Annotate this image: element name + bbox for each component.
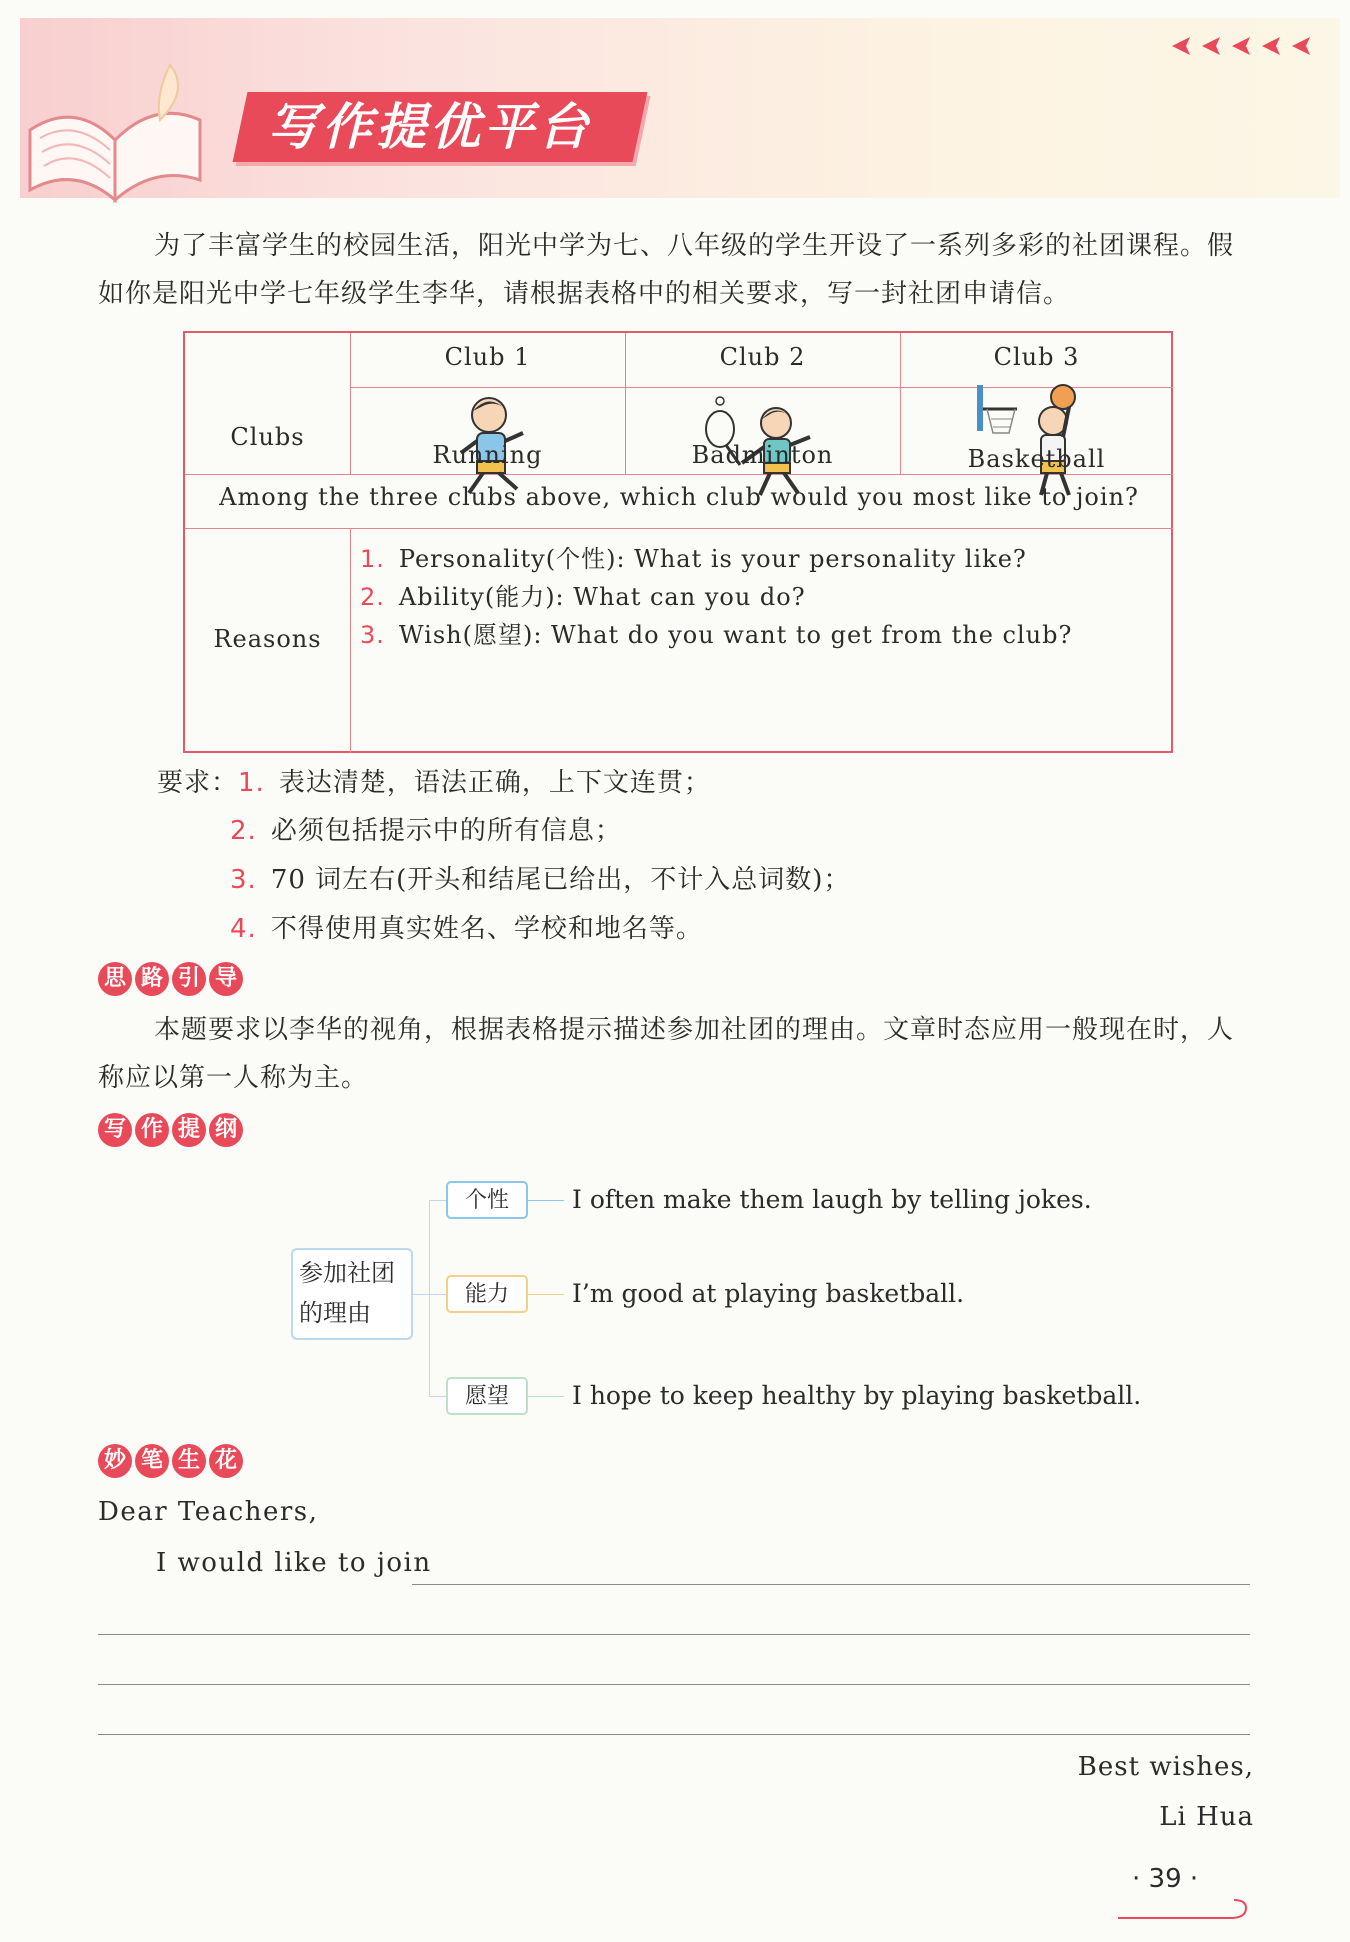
letter-signature: Li Hua — [1159, 1802, 1254, 1832]
outline-root-line: 参加社团 — [299, 1259, 395, 1287]
table-question: Among the three clubs above, which club would you most like to join? — [219, 483, 1139, 511]
outline-connector — [528, 1294, 564, 1295]
reason-item — [360, 615, 1072, 650]
clubs-label: Clubs — [230, 423, 305, 451]
reason-number: 2. — [360, 583, 385, 611]
outline-root-line: 的理由 — [299, 1299, 371, 1327]
club-header: Club 2 — [719, 343, 806, 371]
writing-line[interactable] — [98, 1684, 1250, 1685]
requirement-text: 必须包括提示中的所有信息； — [270, 816, 622, 846]
requirement-text: 表达清楚，语法正确，上下文连贯； — [278, 768, 711, 798]
writing-line[interactable] — [412, 1584, 1250, 1585]
reason-item — [360, 539, 1027, 574]
guide-tag — [98, 962, 243, 996]
reason-text: Wish(愿望): What do you want to get from the club? — [398, 621, 1073, 649]
tag-char: 思 — [98, 962, 132, 996]
page-number: · 39 · — [1132, 1864, 1199, 1894]
requirement-item — [230, 810, 622, 847]
table-divider — [350, 528, 351, 753]
tag-char: 生 — [172, 1444, 206, 1478]
requirement-number: 4. — [230, 914, 257, 944]
tag-char: 纲 — [209, 1113, 243, 1147]
club-header: Club 1 — [444, 343, 531, 371]
club-table — [183, 331, 1173, 753]
tag-char: 路 — [135, 962, 169, 996]
writing-tag — [98, 1444, 243, 1478]
outline-root — [291, 1248, 413, 1340]
outline-connector — [429, 1200, 430, 1396]
header-banner — [20, 18, 1340, 198]
outline-sentence: I often make them laugh by telling jokes. — [572, 1185, 1092, 1214]
letter-opening: I would like to join — [156, 1548, 432, 1578]
outline-connector — [528, 1200, 564, 1201]
requirement-number: 3. — [230, 865, 257, 895]
club-header: Club 3 — [993, 343, 1080, 371]
requirement-number: 2. — [230, 816, 257, 846]
reasons-label: Reasons — [213, 625, 322, 653]
outline-connector — [528, 1396, 564, 1397]
outline-sentence: I hope to keep healthy by playing basketball. — [572, 1381, 1142, 1410]
requirement-item — [230, 859, 850, 896]
outline-branch-label: 个性 — [446, 1181, 528, 1219]
tag-char: 提 — [172, 1113, 206, 1147]
letter-closing: Best wishes, — [1077, 1752, 1254, 1782]
requirement-text: 不得使用真实姓名、学校和地名等。 — [270, 914, 703, 944]
club-name: Basketball — [967, 445, 1106, 473]
open-book-icon — [20, 60, 210, 210]
requirement-item — [230, 908, 703, 945]
page-title: 写作提优平台 — [268, 98, 592, 156]
outline-tag — [98, 1113, 243, 1147]
page-swoosh-icon — [1118, 1892, 1258, 1922]
requirement-number: 1. — [238, 768, 265, 798]
reason-item — [360, 577, 806, 612]
tag-char: 写 — [98, 1113, 132, 1147]
outline-connector — [413, 1294, 429, 1295]
outline-connector — [429, 1200, 446, 1201]
tag-char: 作 — [135, 1113, 169, 1147]
tag-char: 笔 — [135, 1444, 169, 1478]
guide-text: 本题要求以李华的视角，根据表格提示描述参加社团的理由。文章时态应用一般现在时，人称应以第一人称为主。 — [98, 1015, 1235, 1093]
requirement-item — [157, 762, 711, 799]
tag-char: 导 — [209, 962, 243, 996]
club-name: Running — [432, 441, 543, 469]
writing-line[interactable] — [98, 1734, 1250, 1735]
outline-branch-label: 能力 — [446, 1275, 528, 1313]
tag-char: 引 — [172, 962, 206, 996]
reason-text: Ability(能力): What can you do? — [398, 583, 806, 611]
tag-char: 妙 — [98, 1444, 132, 1478]
reason-number: 3. — [360, 621, 385, 649]
outline-branch-label: 愿望 — [446, 1377, 528, 1415]
letter-salutation: Dear Teachers, — [98, 1497, 319, 1527]
outline-connector — [429, 1396, 446, 1397]
table-divider — [185, 528, 1173, 529]
outline-sentence: I’m good at playing basketball. — [572, 1279, 965, 1308]
writing-line[interactable] — [98, 1634, 1250, 1635]
reason-text: Personality(个性): What is your personality like? — [398, 545, 1027, 573]
task-prompt: 为了丰富学生的校园生活，阳光中学为七、八年级的学生开设了一系列多彩的社团课程。假如你是阳光中学七年级学生李华，请根据表格中的相关要求，写一封社团申请信。 — [98, 231, 1235, 309]
requirement-text: 70 词左右(开头和结尾已给出，不计入总词数)； — [270, 865, 851, 895]
arrows-icon — [1172, 34, 1322, 58]
tag-char: 花 — [209, 1444, 243, 1478]
requirements-label: 要求： — [157, 768, 239, 798]
outline-connector — [429, 1294, 446, 1295]
club-name: Badminton — [691, 441, 834, 469]
reason-number: 1. — [360, 545, 385, 573]
